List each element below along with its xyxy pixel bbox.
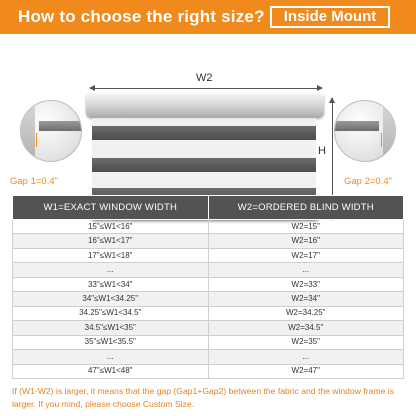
- gap-marker: [381, 133, 382, 147]
- exact-width-cell: 34.25"≤W1<34.5": [13, 306, 209, 320]
- fabric-sheer-band: [92, 118, 316, 126]
- exact-width-cell: ...: [13, 350, 209, 364]
- exact-width-cell: 34.5"≤W1<35": [13, 321, 209, 335]
- table-row: [13, 335, 404, 349]
- ordered-width-cell: W2=33": [208, 277, 404, 291]
- exact-width-cell: 33"≤W1<34": [13, 277, 209, 291]
- width-label: W2: [196, 72, 213, 84]
- page-title: How to choose the right size?: [18, 7, 265, 26]
- table-row: [13, 350, 404, 364]
- cassette-end: [39, 121, 82, 131]
- table-row: [13, 364, 404, 378]
- gap-marker: [36, 133, 37, 147]
- mount-type-badge: Inside Mount: [270, 6, 390, 28]
- table-row: [13, 220, 404, 234]
- column-header-ordered-width: W2=ORDERED BLIND WIDTH: [208, 196, 404, 220]
- table-row: [13, 234, 404, 248]
- exact-width-cell: 16"≤W1<17": [13, 234, 209, 248]
- exact-width-cell: 47"≤W1<48": [13, 364, 209, 378]
- ordered-width-cell: W2=34.25": [208, 306, 404, 320]
- ordered-width-cell: ...: [208, 263, 404, 277]
- exact-width-cell: 34"≤W1<34.25": [13, 292, 209, 306]
- table-row: [13, 263, 404, 277]
- fabric-sheer-band: [92, 140, 316, 158]
- exact-width-cell: ...: [13, 263, 209, 277]
- gap-footnote: If (W1-W2) is larger, it means that the gap (Gap1+Gap2) between the fabric and the window frame is larger. If you mind, please choose Custom Size.: [12, 386, 394, 409]
- exact-width-cell: 35"≤W1<35.5": [13, 335, 209, 349]
- table-header-row: [13, 196, 404, 220]
- cassette-end: [335, 121, 379, 131]
- window-frame-wall: [383, 101, 396, 162]
- gap2-label: Gap 2=0.4": [344, 176, 393, 187]
- ordered-width-cell: W2=15": [208, 220, 404, 234]
- ordered-width-cell: W2=35": [208, 335, 404, 349]
- blind-diagram: [0, 34, 416, 194]
- table-row: [13, 306, 404, 320]
- window-frame-wall: [21, 101, 35, 162]
- blind-cassette: [86, 94, 324, 118]
- size-chart-table: [12, 195, 404, 379]
- header-banner: [0, 0, 416, 34]
- right-gap-detail: [334, 100, 396, 162]
- fabric-dark-band: [92, 158, 316, 172]
- ordered-width-cell: W2=34": [208, 292, 404, 306]
- column-header-exact-width: W1=EXACT WINDOW WIDTH: [13, 196, 209, 220]
- gap1-label: Gap 1=0.4": [10, 176, 59, 187]
- ordered-width-cell: W2=47": [208, 364, 404, 378]
- exact-width-cell: 17"≤W1<18": [13, 248, 209, 262]
- height-label: H: [318, 145, 326, 157]
- left-gap-detail: [20, 100, 82, 162]
- fabric-sheer-band: [92, 172, 316, 188]
- ordered-width-cell: W2=17": [208, 248, 404, 262]
- fabric-dark-band: [92, 126, 316, 140]
- ordered-width-cell: W2=34.5": [208, 321, 404, 335]
- exact-width-cell: 15"≤W1<16": [13, 220, 209, 234]
- table-row: [13, 292, 404, 306]
- table-row: [13, 277, 404, 291]
- table-row: [13, 321, 404, 335]
- ordered-width-cell: ...: [208, 350, 404, 364]
- table-row: [13, 248, 404, 262]
- ordered-width-cell: W2=16": [208, 234, 404, 248]
- width-arrow: [90, 88, 322, 89]
